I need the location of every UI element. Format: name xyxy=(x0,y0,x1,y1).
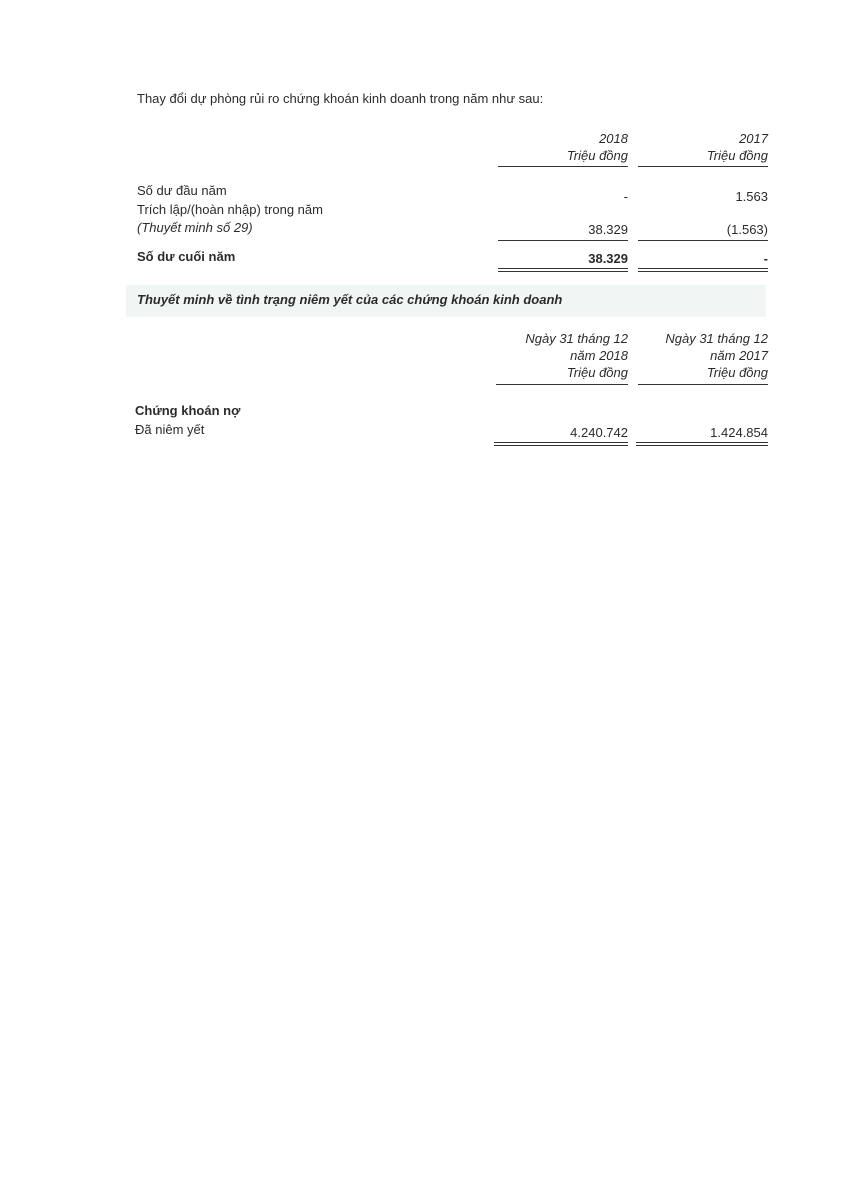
t1-row-provision-2018: 38.329 xyxy=(588,222,628,237)
t1-row-provision-label: Trích lập/(hoàn nhập) trong năm xyxy=(137,202,323,217)
t2-col-2017-unit: Triệu đồng xyxy=(706,365,768,380)
t1-subtotal-rule-2018 xyxy=(498,240,628,241)
t1-col-2018-unit: Triệu đồng xyxy=(566,148,628,163)
t2-group-label: Chứng khoán nợ xyxy=(135,403,241,418)
t1-col-2017-unit: Triệu đồng xyxy=(706,148,768,163)
t1-total-double-rule-2017 xyxy=(638,268,768,272)
t2-col-2018-line1: Ngày 31 tháng 12 xyxy=(525,331,628,346)
intro-text: Thay đổi dự phòng rủi ro chứng khoán kinh doanh trong năm như sau: xyxy=(137,91,544,106)
t1-subtotal-rule-2017 xyxy=(638,240,768,241)
t1-col-2017-year: 2017 xyxy=(739,131,768,146)
section-title: Thuyết minh về tình trạng niêm yết của các chứng khoán kinh doanh xyxy=(137,292,563,307)
t1-col-2018-year: 2018 xyxy=(599,131,628,146)
t2-total-double-rule-2017 xyxy=(636,442,768,446)
t2-total-double-rule-2018 xyxy=(494,442,628,446)
t1-header-rule-2017 xyxy=(638,166,768,167)
t2-header-rule-2018 xyxy=(496,384,628,385)
t2-col-2017-line2: năm 2017 xyxy=(710,348,768,363)
t1-row-provision-note: (Thuyết minh số 29) xyxy=(137,220,253,235)
t2-col-2018-unit: Triệu đồng xyxy=(566,365,628,380)
t2-col-2017-line1: Ngày 31 tháng 12 xyxy=(665,331,768,346)
t1-row-closing-label: Số dư cuối năm xyxy=(137,249,236,264)
t1-total-double-rule-2018 xyxy=(498,268,628,272)
t2-row-listed-2018: 4.240.742 xyxy=(570,425,628,440)
t1-row-opening-2017: 1.563 xyxy=(735,189,768,204)
t1-row-opening-label: Số dư đầu năm xyxy=(137,183,227,198)
t2-row-listed-label: Đã niêm yết xyxy=(135,422,205,437)
t1-row-opening-2018: - xyxy=(623,189,628,204)
t2-header-rule-2017 xyxy=(638,384,768,385)
t2-row-listed-2017: 1.424.854 xyxy=(710,425,768,440)
t1-row-provision-2017: (1.563) xyxy=(726,222,768,237)
t1-header-rule-2018 xyxy=(498,166,628,167)
t1-row-closing-2018: 38.329 xyxy=(588,251,628,266)
t2-col-2018-line2: năm 2018 xyxy=(570,348,628,363)
t1-row-closing-2017: - xyxy=(763,251,768,266)
